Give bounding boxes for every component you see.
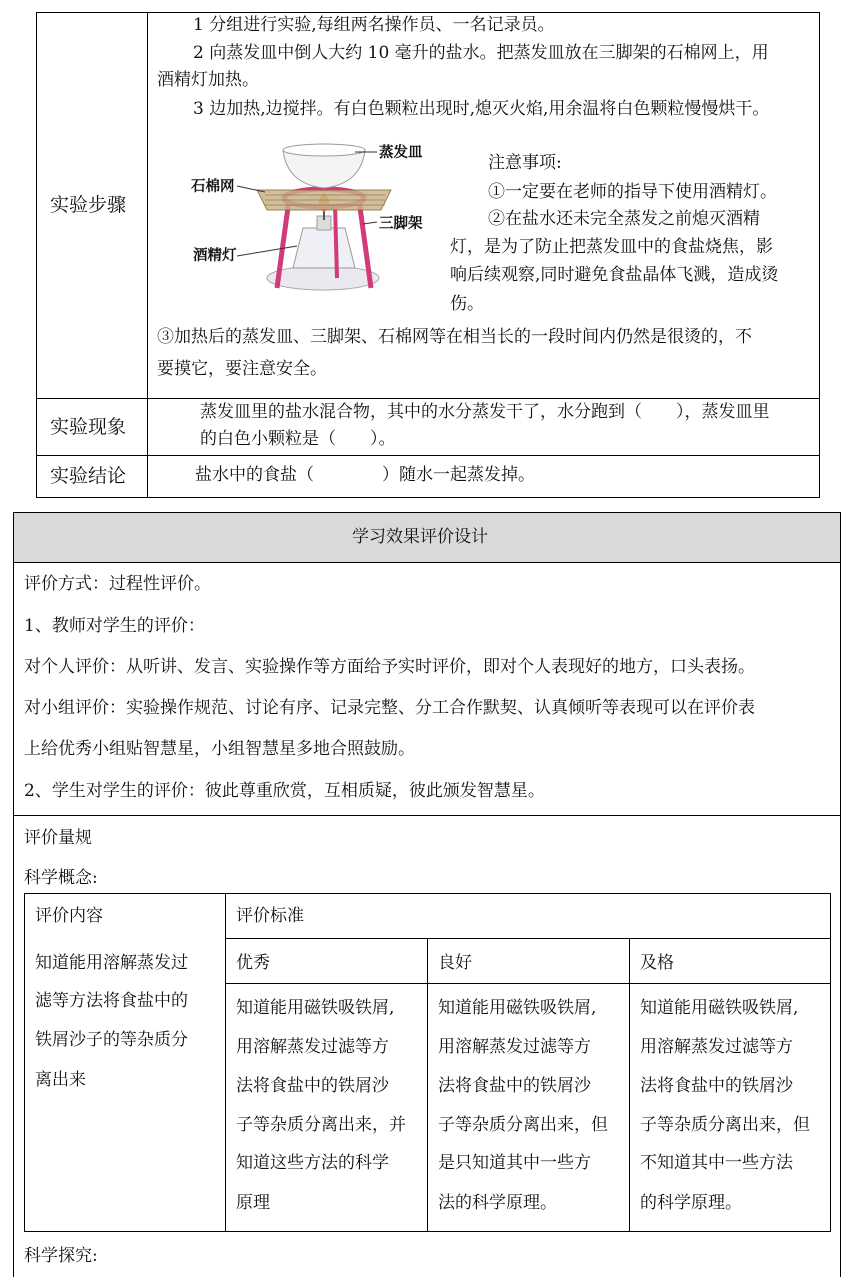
- eval-method: 评价方式：过程性评价。: [24, 574, 211, 594]
- figure-label-lamp: 酒精灯: [193, 248, 237, 264]
- eval-student: 2、学生对学生的评价：彼此尊重欣赏，互相质疑，彼此颁发智慧星。: [24, 781, 545, 801]
- rubric-col-standard: 评价标准: [236, 906, 304, 926]
- rubric-good-2: 用溶解蒸发过滤等方: [438, 1037, 591, 1057]
- rubric-pass-5: 不知道其中一些方法: [640, 1153, 793, 1173]
- rubric-excellent-1: 知道能用磁铁吸铁屑,: [236, 998, 395, 1018]
- rubric-pass-6: 的科学原理。: [640, 1193, 742, 1213]
- rubric-good-5: 是只知道其中一些方: [438, 1153, 591, 1173]
- phenomenon-label: 实验现象: [50, 416, 127, 438]
- rubric-content-1: 知道能用溶解蒸发过: [35, 953, 188, 973]
- note-3-cont: 要摸它，要注意安全。: [157, 359, 327, 379]
- conclusion-label: 实验结论: [50, 465, 127, 487]
- rubric-excellent-4: 子等杂质分离出来，并: [236, 1115, 406, 1135]
- rubric-excellent-2: 用溶解蒸发过滤等方: [236, 1037, 389, 1057]
- rubric-excellent-5: 知道这些方法的科学: [236, 1153, 389, 1173]
- rubric-title: 评价量规: [24, 828, 92, 848]
- rubric-content-4: 离出来: [35, 1070, 86, 1090]
- conclusion-text: 盐水中的食盐（ ）随水一起蒸发掉。: [195, 465, 535, 485]
- rubric-good-6: 法的科学原理。: [438, 1193, 557, 1213]
- rubric-good-3: 法将食盐中的铁屑沙: [438, 1076, 591, 1096]
- rubric-pass-3: 法将食盐中的铁屑沙: [640, 1076, 793, 1096]
- rubric-level-pass: 及格: [640, 953, 674, 973]
- phenomenon-line-2: 的白色小颗粒是（ ）。: [200, 429, 396, 449]
- eval-teacher-title: 1、教师对学生的评价：: [24, 616, 205, 636]
- concept-title: 科学概念:: [24, 868, 98, 888]
- note-2-cont-2: 响后续观察,同时避免食盐晶体飞溅，造成烫: [450, 265, 779, 285]
- rubric-excellent-3: 法将食盐中的铁屑沙: [236, 1076, 389, 1096]
- rubric-level-excellent: 优秀: [236, 953, 270, 973]
- rubric-pass-4: 子等杂质分离出来，但: [640, 1115, 810, 1135]
- figure-label-tripod: 三脚架: [379, 216, 423, 232]
- note-2: ②在盐水还未完全蒸发之前熄灭酒精: [488, 209, 760, 229]
- note-2-cont-3: 伤。: [450, 294, 484, 314]
- figure-label-gauze: 石棉网: [191, 179, 235, 195]
- eval-individual: 对个人评价：从听讲、发言、实验操作等方面给予实时评价，即对个人表现好的地方，口头表扬。: [24, 657, 755, 677]
- rubric-excellent-6: 原理: [236, 1193, 270, 1213]
- rubric-content-3: 铁屑沙子的等杂质分: [35, 1030, 188, 1050]
- step-2: 2 向蒸发皿中倒人大约 10 毫升的盐水。把蒸发皿放在三脚架的石棉网上，用: [193, 43, 769, 63]
- eval-group-cont: 上给优秀小组贴智慧星，小组智慧星多地合照鼓励。: [24, 739, 415, 759]
- inquiry-title: 科学探究:: [24, 1246, 98, 1266]
- steps-label: 实验步骤: [50, 194, 127, 216]
- rubric-content-2: 滤等方法将食盐中的: [35, 991, 188, 1011]
- note-3: ③加热后的蒸发皿、三脚架、石棉网等在相当长的一段时间内仍然是很烫的，不: [157, 327, 752, 347]
- step-1: 1 分组进行实验,每组两名操作员、一名记录员。: [193, 15, 555, 35]
- note-2-cont-1: 灯，是为了防止把蒸发皿中的食盐烧焦，影: [450, 237, 773, 257]
- evaporation-apparatus-figure: [185, 128, 441, 300]
- phenomenon-line-1: 蒸发皿里的盐水混合物，其中的水分蒸发干了，水分跑到（ ），蒸发皿里: [200, 402, 770, 422]
- notes-title: 注意事项:: [488, 153, 562, 173]
- rubric-pass-1: 知道能用磁铁吸铁屑,: [640, 998, 799, 1018]
- rubric-col-content: 评价内容: [35, 906, 103, 926]
- eval-group: 对小组评价：实验操作规范、讨论有序、记录完整、分工合作默契、认真倾听等表现可以在评价表: [24, 698, 755, 718]
- step-3: 3 边加热,边搅拌。有白色颗粒出现时,熄灭火焰,用余温将白色颗粒慢慢烘干。: [193, 99, 770, 119]
- rubric-pass-2: 用溶解蒸发过滤等方: [640, 1037, 793, 1057]
- note-1: ①一定要在老师的指导下使用酒精灯。: [488, 182, 777, 202]
- rubric-good-4: 子等杂质分离出来，但: [438, 1115, 608, 1135]
- figure-label-dish: 蒸发皿: [379, 145, 423, 161]
- rubric-good-1: 知道能用磁铁吸铁屑,: [438, 998, 597, 1018]
- rubric-level-good: 良好: [438, 953, 472, 973]
- step-2-cont: 酒精灯加热。: [157, 70, 259, 90]
- evaluation-header-title: 学习效果评价设计: [352, 527, 488, 547]
